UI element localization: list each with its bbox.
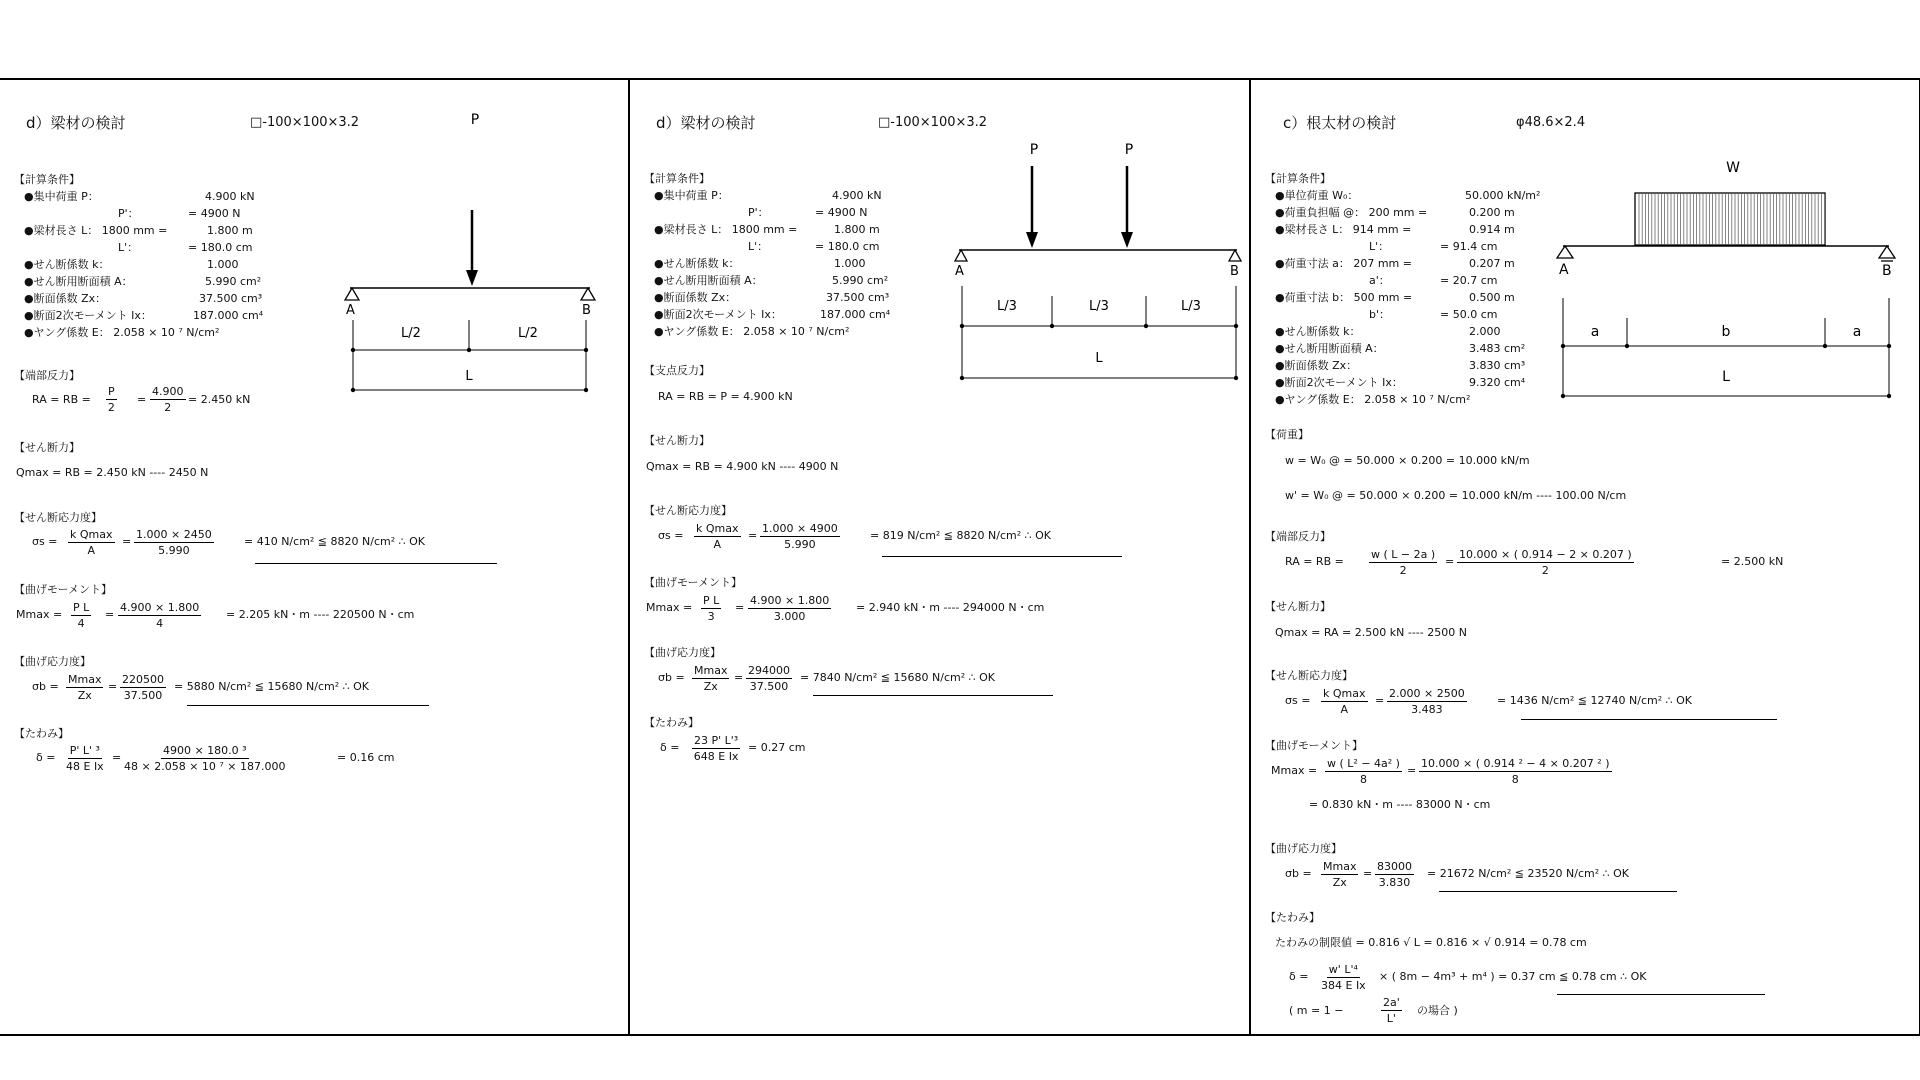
shear-stress-heading: 【せん断応力度】	[1265, 669, 1353, 682]
shear-stress-fraction-values: $\frac{1.000 \times 2450}{5.990}$	[136, 528, 212, 557]
shear-stress-result: = 1436 N/cm² ≦ 12740 N/cm² ∴ OK	[1497, 694, 1692, 707]
bending-stress-fraction-values: $\frac{220500}{37.500}$	[122, 673, 164, 702]
deflection-fraction: $\frac{\text{23 P' L'³}}{\text{648 E Ix}}$	[693, 734, 739, 763]
result-underline	[813, 695, 1053, 696]
reaction-heading: 【支点反力】	[644, 364, 710, 377]
bending-stress-heading: 【曲げ応力度】	[644, 646, 721, 659]
support-a-label: A	[346, 303, 355, 318]
section-spec: φ48.6×2.4	[1516, 115, 1586, 130]
cond-shear-coef-value: 1.000	[834, 257, 866, 270]
cond-length: ●梁材長さ L： 914 mm =	[1275, 223, 1412, 236]
cond-inertia-value: 187.000 cm⁴	[193, 309, 264, 322]
deflection-heading: 【たわみ】	[644, 716, 699, 729]
deflection-limit: たわみの制限値 = 0.816 √ L = 0.816 × √ 0.914 = 0.78 cm	[1275, 936, 1587, 949]
panel-beam-third-loads: d）梁材の検討 □-100×100×3.2 P P A B L/3 L/3 L/3 L 【計算条件】 ●集中荷重 P： 4.900 kN P'： = 4900 N ●梁材長さ L： 1800 mm = 1.800 m L'： = 180.0 cm ●せん断係数 k： 1.000 ●せん断用断面積 A： 5.990 cm² ●断面係数 Zx： 37.500 cm³ ●断面2次モーメント Ix： 187.000 cm⁴ ●ヤング係数 E： 2.058 × 10 ⁷ N/cm² 【支点反力】 RA = RB = P = 4.900 kN 【せん断力】 Qmax = RB = 4.900 kN ---- 4900 N 【せん断応力度】 σs = k Qmax A = $\frac{1.000 \times 4900}{5.990}$ = 819 N/cm² ≦ 8820 N/cm² ∴ OK 【曲げモーメント】 Mmax = $\frac{\text{P L}}{3}$ = $\frac{4.900 \times 1.800}{3.000}$ = 2.940 kN・m ---- 294000 N・cm 【曲げ応力度】 σb = Mmax Zx = $\frac{294000}{37.500}$ = 7840 N/cm² ≦ 15680 N/cm² ∴ OK 【たわみ】 δ = $\frac{\text{23 P' L'³}}{\text{648 E Ix}}$ = 0.27 cm	[630, 80, 1251, 1034]
cond-modulus: ●断面係数 Zx：	[654, 291, 737, 304]
dim-half-1: L/2	[401, 326, 421, 341]
moment-fraction: $\frac{\text{w ( L² − 4a² )}}{8}$	[1327, 757, 1400, 786]
bending-stress-fraction: Mmax Zx	[694, 664, 728, 693]
cond-length-value: 1.800 m	[834, 223, 880, 236]
dim-span: L	[465, 369, 473, 384]
reaction-fraction: $\frac{P}{2}$	[107, 385, 115, 414]
deflection-lhs: δ =	[660, 741, 680, 754]
deflection-result: = 0.27 cm	[748, 741, 806, 754]
shear-line: Qmax = RB = 2.450 kN ---- 2450 N	[16, 466, 209, 479]
shear-stress-fraction: k Qmax A	[696, 522, 739, 551]
load-label: W	[1726, 160, 1740, 176]
deflection-result: × ( 8m − 4m³ + m⁴ ) = 0.37 cm ≦ 0.78 cm ∴ OK	[1379, 970, 1647, 983]
panel-beam-center-load: d）梁材の検討 □-100×100×3.2 P A B L/2 L/2 L 【計算条件】 ●集中荷重 P： 4.900 kN P'： = 4900 N ●梁材長さ L： 1800 mm = 1.800 m L'： = 180.0 cm ●せん断係数 k： 1.000 ●せん断用断面積 A： 5.990 cm² ●断面係数 Zx： 37.500 cm³ ●断面2次モーメント Ix： 187.000 cm⁴ ●ヤング係数 E： 2.058 × 10 ⁷ N/cm² 【端部反力】 RA = RB = $\frac{P}{2}$ = $\frac{4.900}{2}$ = 2.450 kN 【せん断力】 Qmax = RB = 2.450 kN ---- 2450 N 【せん断応力度】 σs = k Qmax A = $\frac{1.000 \times 2450}{5.990}$ = 410 N/cm² ≦ 8820 N/cm² ∴ OK 【曲げモーメント】 Mmax = $\frac{\text{P L}}{4}$ = $\frac{4.900 \times 1.800}{4}$ = 2.205 kN・m ---- 220500 N・cm 【曲げ応力度】 σb = Mmax Zx = $\frac{220500}{37.500}$ = 5880 N/cm² ≦ 15680 N/cm² ∴ OK 【たわみ】 δ = $\frac{\text{P' L' ³}}{\text{48 E Ix}}$ = $\frac{\text{4900 × 180.0 ³}}{\text{48 × 2.058 × 10 ⁷ × 187.000}}$ = 0.16 cm	[0, 80, 630, 1034]
shear-stress-result: = 819 N/cm² ≦ 8820 N/cm² ∴ OK	[870, 529, 1051, 542]
cond-area: ●せん断用断面積 A：	[654, 274, 763, 287]
reaction-lhs: RA = RB =	[1285, 555, 1344, 568]
conditions-heading: 【計算条件】	[1265, 172, 1331, 185]
bending-stress-result: = 5880 N/cm² ≦ 15680 N/cm² ∴ OK	[174, 680, 369, 693]
m-fraction: $\frac{2a'}{L'}$	[1383, 996, 1400, 1025]
conditions-heading: 【計算条件】	[644, 172, 710, 185]
cond-shear-coef-value: 2.000	[1469, 325, 1501, 338]
cond-area-value: 5.990 cm²	[832, 274, 889, 287]
dim-half-2: L/2	[518, 326, 538, 341]
shear-stress-result: = 410 N/cm² ≦ 8820 N/cm² ∴ OK	[244, 535, 425, 548]
shear-stress-fraction: k Qmax A	[70, 528, 113, 557]
cond-modulus-value: 3.830 cm³	[1469, 359, 1526, 372]
m-definition: ( m = 1 −	[1289, 1004, 1344, 1017]
cond-length-cm: L'：	[748, 240, 769, 253]
moment-fraction-values: $\frac{4.900 \times 1.800}{3.000}$	[750, 594, 830, 623]
reaction-result: = 2.450 kN	[188, 393, 251, 406]
moment-lhs: Mmax =	[646, 601, 693, 614]
load-label-1: P	[1029, 142, 1039, 158]
bending-stress-result: = 21672 N/cm² ≦ 23520 N/cm² ∴ OK	[1427, 867, 1629, 880]
result-underline	[255, 563, 497, 564]
cond-length-cm: L'：	[118, 241, 139, 254]
cond-shear-coef-value: 1.000	[207, 258, 239, 271]
support-b-label: B	[582, 303, 591, 318]
dim-span: L	[1722, 369, 1730, 385]
moment-lhs: Mmax =	[16, 608, 63, 621]
deflection-fraction: $\frac{\text{w' L'⁴}}{\text{384 E Ix}}$	[1321, 963, 1366, 992]
cond-length-cm-value: = 180.0 cm	[188, 241, 253, 254]
cond-area-value: 3.483 cm²	[1469, 342, 1526, 355]
cond-inertia: ●断面2次モーメント Ix：	[24, 309, 152, 322]
dimension-lines	[348, 320, 598, 410]
cond-length-value: 1.800 m	[207, 224, 253, 237]
moment-lhs: Mmax =	[1271, 764, 1318, 777]
moment-fraction: $\frac{\text{P L}}{4}$	[73, 601, 90, 630]
shear-heading: 【せん断力】	[644, 434, 710, 447]
cond-load-n-value: = 4900 N	[188, 207, 241, 220]
load-line-1: w = W₀ @ = 50.000 × 0.200 = 10.000 kN/m	[1285, 454, 1530, 467]
beam-diagram	[1551, 158, 1891, 308]
shear-stress-lhs: σs =	[658, 529, 684, 542]
m-condition: の場合 )	[1417, 1004, 1458, 1017]
load-heading: 【荷重】	[1265, 428, 1309, 441]
cond-dim-b-cm-value: = 50.0 cm	[1440, 308, 1498, 321]
shear-stress-fraction-values: $\frac{1.000 \times 4900}{5.990}$	[762, 522, 838, 551]
bending-stress-result: = 7840 N/cm² ≦ 15680 N/cm² ∴ OK	[800, 671, 995, 684]
shear-stress-lhs: σs =	[32, 535, 58, 548]
bending-stress-lhs: σb =	[658, 671, 685, 684]
cond-dim-a-cm-value: = 20.7 cm	[1440, 274, 1498, 287]
load-label-2: P	[1124, 142, 1134, 158]
bending-stress-fraction-values: $\frac{83000}{3.830}$	[1377, 860, 1412, 889]
support-b-label: B	[1882, 263, 1892, 279]
deflection-lhs: δ =	[1289, 970, 1309, 983]
shear-line: Qmax = RA = 2.500 kN ---- 2500 N	[1275, 626, 1467, 639]
moment-result: = 2.940 kN・m ---- 294000 N・cm	[856, 601, 1045, 614]
bending-stress-fraction: Mmax Zx	[1323, 860, 1357, 889]
shear-stress-heading: 【せん断応力度】	[14, 511, 102, 524]
cond-young: ●ヤング係数 E： 2.058 × 10 ⁷ N/cm²	[1275, 393, 1471, 406]
cond-shear-coef: ●せん断係数 k：	[654, 257, 740, 270]
cond-shear-coef: ●せん断係数 k：	[24, 258, 110, 271]
moment-result: = 0.830 kN・m ---- 83000 N・cm	[1309, 798, 1491, 811]
reaction-lhs: RA = RB =	[32, 393, 91, 406]
shear-heading: 【せん断力】	[1265, 600, 1331, 613]
cond-length: ●梁材長さ L： 1800 mm =	[24, 224, 168, 237]
bending-stress-fraction-values: $\frac{294000}{37.500}$	[748, 664, 790, 693]
dim-third-2: L/3	[1089, 299, 1109, 314]
bending-stress-lhs: σb =	[32, 680, 59, 693]
panel-title: d）梁材の検討	[656, 114, 756, 132]
cond-inertia-value: 9.320 cm⁴	[1469, 376, 1526, 389]
deflection-result: = 0.16 cm	[337, 751, 395, 764]
cond-young: ●ヤング係数 E： 2.058 × 10 ⁷ N/cm²	[24, 326, 220, 339]
panel-joist-distributed-load: c）根太材の検討 φ48.6×2.4 W A B a b a L 【計算条件】 ●単位荷重 W₀： 50.000 kN/m² ●荷重負担幅 @： 200 mm = 0.200 m ●梁材長さ L： 914 mm = 0.914 m L'： = 91.4 cm ●荷重寸法 a： 207 mm = 0.207 m a'： = 20.7 cm ●荷重寸法 b： 500 mm = 0.500 m b'： = 50.0 cm ●せん断係数 k： 2.000 ●せん断用断面積 A： 3.483 cm² ●断面係数 Zx： 3.830 cm³ ●断面2次モーメント Ix： 9.320 cm⁴ ●ヤング係数 E： 2.058 × 10 ⁷ N/cm² 【荷重】 w = W₀ @ = 50.000 × 0.200 = 10.000 kN/m w' = W₀ @ = 50.000 × 0.200 = 10.000 kN/m ---- 100.00 N/cm 【端部反力】 RA = RB = $\frac{w ( L - 2a )}{2}$ = $\frac{10.000 \times ( 0.914 - 2 \times 0.207 )}{2}$ = 2.500 kN 【せん断力】 Qmax = RA = 2.500 kN ---- 2500 N 【せん断応力度】 σs = k Qmax A = $\frac{2.000 \times 2500}{3.483}$ = 1436 N/cm² ≦ 12740 N/cm² ∴ OK 【曲げモーメント】 Mmax = $\frac{\text{w ( L² − 4a² )}}{8}$ = $\frac{\text{10.000 × ( 0.914 ² − 4 × 0.207 ² )}}{8}$ = 0.830 kN・m ---- 83000 N・cm 【曲げ応力度】 σb = Mmax Zx = $\frac{83000}{3.830}$ = 21672 N/cm² ≦ 23520 N/cm² ∴ OK 【たわみ】 たわみの制限値 = 0.816 √ L = 0.816 × √ 0.914 = 0.78 cm δ = $\frac{\text{w' L'⁴}}{\text{384 E Ix}}$ × ( 8m − 4m³ + m⁴ ) = 0.37 cm ≦ 0.78 cm ∴ OK ( m = 1 − $\frac{2a'}{L'}$ の場合 )	[1251, 80, 1920, 1034]
cond-shear-coef: ●せん断係数 k：	[1275, 325, 1361, 338]
load-line-2: w' = W₀ @ = 50.000 × 0.200 = 10.000 kN/m ---- 100.00 N/cm	[1285, 489, 1627, 502]
reaction-fraction: $\frac{w ( L - 2a )}{2}$	[1371, 548, 1436, 577]
shear-line: Qmax = RB = 4.900 kN ---- 4900 N	[646, 460, 839, 473]
beam-diagram	[340, 110, 600, 330]
cond-dim-b-value: 0.500 m	[1469, 291, 1515, 304]
cond-load-value: 4.900 kN	[832, 189, 882, 202]
cond-dim-b-cm: b'：	[1369, 308, 1391, 321]
cond-unit-load-value: 50.000 kN/m²	[1465, 189, 1541, 202]
cond-dim-b: ●荷重寸法 b： 500 mm =	[1275, 291, 1413, 304]
moment-result: = 2.205 kN・m ---- 220500 N・cm	[226, 608, 415, 621]
dim-third-3: L/3	[1181, 299, 1201, 314]
reaction-heading: 【端部反力】	[1265, 530, 1331, 543]
cond-load-n: P'：	[748, 206, 769, 219]
cond-length-value: 0.914 m	[1469, 223, 1515, 236]
cond-length-cm-value: = 91.4 cm	[1440, 240, 1498, 253]
bending-stress-lhs: σb =	[1285, 867, 1312, 880]
result-underline	[882, 556, 1122, 557]
panel-title: c）根太材の検討	[1283, 114, 1397, 132]
cond-width-value: 0.200 m	[1469, 206, 1515, 219]
dim-a-right: a	[1852, 324, 1862, 340]
cond-area: ●せん断用断面積 A：	[1275, 342, 1384, 355]
cond-dim-a: ●荷重寸法 a： 207 mm =	[1275, 257, 1412, 270]
shear-stress-heading: 【せん断応力度】	[644, 504, 732, 517]
section-spec: □-100×100×3.2	[250, 115, 360, 130]
cond-inertia: ●断面2次モーメント Ix：	[1275, 376, 1403, 389]
cond-modulus: ●断面係数 Zx：	[1275, 359, 1358, 372]
reaction-fraction-values: $\frac{4.900}{2}$	[152, 385, 184, 414]
bending-stress-heading: 【曲げ応力度】	[14, 655, 91, 668]
support-a-label: A	[1559, 262, 1569, 278]
moment-heading: 【曲げモーメント】	[644, 576, 743, 589]
moment-fraction: $\frac{\text{P L}}{3}$	[703, 594, 720, 623]
deflection-fraction-values: $\frac{\text{4900 × 180.0 ³}}{\text{48 × 2.058 × 10 ⁷ × 187.000}}$	[124, 744, 286, 773]
result-underline	[1521, 719, 1777, 720]
dim-span: L	[1095, 351, 1103, 366]
moment-heading: 【曲げモーメント】	[1265, 739, 1364, 752]
dim-a-left: a	[1590, 324, 1600, 340]
cond-length-cm: L'：	[1369, 240, 1390, 253]
support-b-label: B	[1230, 264, 1239, 279]
bending-stress-heading: 【曲げ応力度】	[1265, 842, 1342, 855]
deflection-heading: 【たわみ】	[14, 727, 69, 740]
calculation-sheet	[0, 78, 1920, 1036]
dim-third-1: L/3	[997, 299, 1017, 314]
reaction-heading: 【端部反力】	[14, 369, 80, 382]
cond-inertia: ●断面2次モーメント Ix：	[654, 308, 782, 321]
moment-fraction-values: $\frac{\text{10.000 × ( 0.914 ² − 4 × 0.207 ² )}}{8}$	[1421, 757, 1610, 786]
cond-unit-load: ●単位荷重 W₀：	[1275, 189, 1359, 202]
result-underline	[1439, 891, 1677, 892]
cond-load-value: 4.900 kN	[205, 190, 255, 203]
load-label: P	[470, 112, 480, 128]
cond-width: ●荷重負担幅 @： 200 mm =	[1275, 206, 1428, 219]
shear-heading: 【せん断力】	[14, 441, 80, 454]
dim-b: b	[1721, 324, 1731, 340]
cond-inertia-value: 187.000 cm⁴	[820, 308, 891, 321]
deflection-lhs: δ =	[36, 751, 56, 764]
result-underline	[1557, 994, 1765, 995]
cond-length-cm-value: = 180.0 cm	[815, 240, 880, 253]
deflection-fraction: $\frac{\text{P' L' ³}}{\text{48 E Ix}}$	[66, 744, 104, 773]
cond-modulus: ●断面係数 Zx：	[24, 292, 107, 305]
cond-modulus-value: 37.500 cm³	[199, 292, 263, 305]
dimension-lines	[960, 286, 1250, 386]
reaction-line: RA = RB = P = 4.900 kN	[658, 390, 793, 403]
cond-load-n: P'：	[118, 207, 139, 220]
shear-stress-lhs: σs =	[1285, 694, 1311, 707]
panel-title: d）梁材の検討	[26, 114, 126, 132]
conditions-heading: 【計算条件】	[14, 173, 80, 186]
cond-young: ●ヤング係数 E： 2.058 × 10 ⁷ N/cm²	[654, 325, 850, 338]
cond-load-n-value: = 4900 N	[815, 206, 868, 219]
cond-modulus-value: 37.500 cm³	[826, 291, 890, 304]
cond-load: ●集中荷重 P：	[654, 189, 729, 202]
support-a-label: A	[955, 264, 964, 279]
section-spec: □-100×100×3.2	[878, 115, 988, 130]
cond-dim-a-cm: a'：	[1369, 274, 1390, 287]
cond-load: ●集中荷重 P：	[24, 190, 99, 203]
reaction-result: = 2.500 kN	[1721, 555, 1784, 568]
bending-stress-fraction: Mmax Zx	[68, 673, 102, 702]
cond-area: ●せん断用断面積 A：	[24, 275, 133, 288]
dimension-lines	[1563, 298, 1893, 408]
result-underline	[187, 705, 429, 706]
shear-stress-fraction: k Qmax A	[1323, 687, 1366, 716]
moment-heading: 【曲げモーメント】	[14, 583, 113, 596]
reaction-fraction-values: $\frac{10.000 \times ( 0.914 - 2 \times 0.207 )}{2}$	[1459, 548, 1632, 577]
cond-length: ●梁材長さ L： 1800 mm =	[654, 223, 798, 236]
cond-area-value: 5.990 cm²	[205, 275, 262, 288]
cond-dim-a-value: 0.207 m	[1469, 257, 1515, 270]
shear-stress-fraction-values: $\frac{2.000 \times 2500}{3.483}$	[1389, 687, 1465, 716]
deflection-heading: 【たわみ】	[1265, 911, 1320, 924]
moment-fraction-values: $\frac{4.900 \times 1.800}{4}$	[120, 601, 200, 630]
